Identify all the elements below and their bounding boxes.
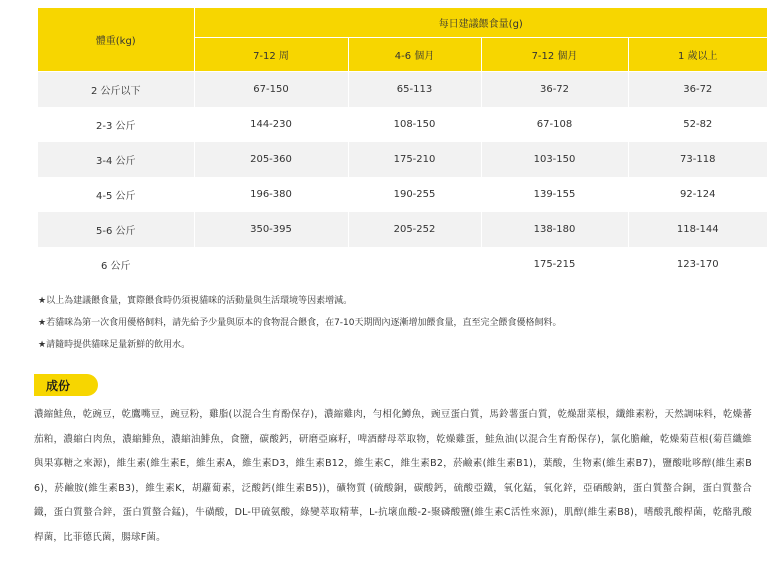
amount-cell: 205-360: [194, 142, 348, 177]
weight-cell: 2-3 公斤: [38, 107, 194, 142]
note-water: ★請隨時提供貓咪足量新鮮的飲用水。: [38, 340, 191, 350]
amount-cell: 144-230: [194, 107, 348, 142]
daily-amount-header: 每日建議餵食量(g): [194, 8, 767, 38]
age-header-4-6-months: 4-6 個月: [348, 38, 481, 72]
ingredients-heading-badge: [34, 374, 98, 396]
amount-cell: 123-170: [628, 247, 767, 282]
amount-cell: [194, 247, 348, 282]
feeding-notes: [38, 290, 767, 356]
weight-cell: 3-4 公斤: [38, 142, 194, 177]
amount-cell: 52-82: [628, 107, 767, 142]
table-row: [38, 72, 767, 108]
weight-cell: 5-6 公斤: [38, 212, 194, 247]
amount-cell: 350-395: [194, 212, 348, 247]
amount-cell: 67-150: [194, 72, 348, 108]
amount-cell: 103-150: [481, 142, 628, 177]
table-row: [38, 142, 767, 177]
table-row: [38, 247, 767, 282]
age-header-7-12-months: 7-12 個月: [481, 38, 628, 72]
note-transition: ★若貓咪為第一次食用優格飼料，請先給予少量與原本的食物混合餵食，在7-10天期間內逐漸增加餵食量，直至完全餵食優格飼料。: [38, 318, 562, 328]
table-row: [38, 107, 767, 142]
amount-cell: 190-255: [348, 177, 481, 212]
table-row: [38, 212, 767, 247]
amount-cell: [348, 247, 481, 282]
amount-cell: 67-108: [481, 107, 628, 142]
amount-cell: 205-252: [348, 212, 481, 247]
amount-cell: 36-72: [628, 72, 767, 108]
weight-cell: 2 公斤以下: [38, 72, 194, 108]
feeding-guide-table: [38, 8, 767, 282]
amount-cell: 175-215: [481, 247, 628, 282]
amount-cell: 92-124: [628, 177, 767, 212]
amount-cell: 138-180: [481, 212, 628, 247]
weight-column-header: 體重(kg): [38, 8, 194, 72]
amount-cell: 36-72: [481, 72, 628, 108]
age-header-7-12-weeks: 7-12 周: [194, 38, 348, 72]
ingredients-title: 成份: [46, 379, 71, 393]
table-row: [38, 177, 767, 212]
amount-cell: 196-380: [194, 177, 348, 212]
amount-cell: 73-118: [628, 142, 767, 177]
note-feeding-amount: ★以上為建議餵食量，實際餵食時仍須視貓咪的活動量與生活環境等因素增減。: [38, 296, 353, 306]
age-header-1-year-plus: 1 歲以上: [628, 38, 767, 72]
amount-cell: 175-210: [348, 142, 481, 177]
amount-cell: 65-113: [348, 72, 481, 108]
amount-cell: 139-155: [481, 177, 628, 212]
weight-cell: 6 公斤: [38, 247, 194, 282]
ingredients-text: 濃縮鮭魚，乾豌豆，乾鷹嘴豆，豌豆粉，雞脂(以混合生育酚保存)，濃縮雞肉，勻相化鱒魚，豌豆蛋白質，馬鈴薯蛋白質，乾燥甜菜根，纖維素粉，天然調味料，乾燥蕃茄粕，濃縮白肉魚，濃縮鯡魚，濃縮油鯡魚，食鹽，碳酸鈣，研磨亞麻籽，啤酒酵母萃取物，乾燥雞蛋，鮭魚油(以混合生育酚保存)，氯化膽鹼，乾燥菊苣根(菊苣纖維與果寡糖之來源)，維生素(維生素E，維生素A，維生素D3，維生素B12，維生素C，維生素B2，菸鹼素(維生素B1)，葉酸，生物素(維生素B7)，鹽酸吡哆醇(維生素B6)，菸鹼胺(維生素B3)，維生素K，胡蘿蔔素，泛酸鈣(維生素B5))，礦物質 (硫酸銅，碳酸鈣，硫酸亞鐵，氧化錳，氧化鋅，亞硒酸鈉，蛋白質螯合銅，蛋白質螯合鐵，蛋白質螯合鋅，蛋白質螯合錳)，牛磺酸，DL-甲硫氨酸，綠變萃取精華，L-抗壞血酸-2-聚磷酸鹽(維生素C活性來源)，肌醇(維生素B8)，嗜酸乳酸桿菌，乾酪乳酸桿菌，比菲德氏菌，腸球F菌。: [34, 409, 752, 543]
weight-cell: 4-5 公斤: [38, 177, 194, 212]
amount-cell: 108-150: [348, 107, 481, 142]
amount-cell: 118-144: [628, 212, 767, 247]
